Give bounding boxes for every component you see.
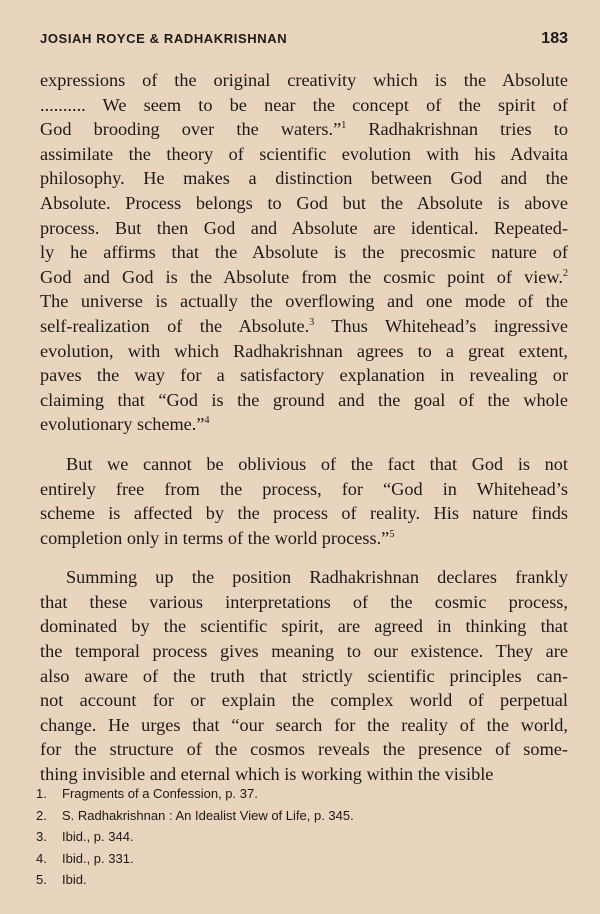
footnote	[36, 783, 556, 805]
text-line: God brooding over the waters.”$^1$ Radhakrishnan tries to	[40, 119, 568, 140]
text-line: The universe is actually the overflowing and one mode of the	[40, 291, 568, 312]
text-line: .......... We seem to be near the concept of the spirit of	[40, 94, 568, 115]
text-line: that these various interpretations of the cosmic process,	[40, 591, 568, 612]
paragraph	[40, 68, 568, 437]
text-line: thing invisible and eternal which is working within the visible	[40, 764, 494, 785]
text-line: change. He urges that “our search for the reality of the world,	[40, 714, 568, 735]
text-line: philosophy. He makes a distinction between God and the	[40, 168, 568, 189]
text-line: dominated by the scientific spirit, are agreed in thinking that	[40, 616, 568, 637]
paragraph	[40, 452, 568, 550]
text-line: Summing up the position Radhakrishnan declares frankly	[66, 567, 568, 588]
text-line: also aware of the truth that strictly scientific principles can-	[40, 665, 568, 686]
text-line: self-realization of the Absolute.$^3$ Thus Whitehead’s ingressive	[40, 315, 568, 336]
body-text	[40, 68, 568, 787]
page-header	[40, 30, 568, 48]
footnote-text: Fragments of a Confession, p. 37.	[62, 786, 258, 801]
footnote-text: Ibid., p. 331.	[62, 850, 134, 866]
text-line: evolution, with which Radhakrishnan agrees to a great extent,	[40, 340, 568, 361]
footnote-number: 1.	[36, 786, 47, 801]
text-line: evolutionary scheme.”$^4$	[40, 414, 210, 435]
footnote-text: S. Radhakrishnan : An Idealist View of Life, p. 345.	[62, 807, 354, 823]
text-line: ly he affirms that the Absolute is the precosmic nature of	[40, 242, 568, 263]
footnotes	[36, 783, 556, 891]
footnote	[36, 805, 556, 827]
footnote-ref: 5	[389, 528, 395, 540]
footnote-ref: 3	[309, 316, 315, 328]
text-line: process. But then God and Absolute are identical. Repeated-	[40, 217, 568, 238]
text-line: Absolute. Process belongs to God but the Absolute is above	[40, 192, 568, 213]
footnote-text: Ibid.	[62, 872, 87, 887]
running-head: JOSIAH ROYCE & RADHAKRISHNAN	[40, 31, 288, 46]
footnote-number: 4.	[36, 850, 47, 866]
text-line: not account for or explain the complex world of perpetual	[40, 690, 568, 711]
page-number: 183	[541, 30, 568, 47]
text-line: completion only in terms of the world process.”$^5$	[40, 527, 395, 548]
footnote-number: 2.	[36, 807, 47, 823]
footnote-text: Ibid., p. 344.	[62, 829, 134, 844]
text-line: claiming that “God is the ground and the goal of the whole	[40, 389, 568, 410]
text-line: scheme is affected by the process of reality. His nature finds	[40, 503, 568, 524]
footnote-ref: 2	[563, 267, 568, 279]
footnote	[36, 869, 556, 891]
footnote-ref: 1	[341, 120, 347, 132]
text-line: for the structure of the cosmos reveals the presence of some-	[40, 739, 568, 760]
text-line: expressions of the original creativity which is the Absolute	[40, 70, 568, 90]
footnote	[36, 848, 556, 870]
footnote	[36, 826, 556, 848]
paragraph	[40, 565, 568, 786]
text-line: the temporal process gives meaning to our existence. They are	[40, 641, 568, 662]
text-line: assimilate the theory of scientific evolution with his Advaita	[40, 143, 568, 164]
text-line: paves the way for a satisfactory explanation in revealing or	[40, 365, 568, 386]
text-line: God and God is the Absolute from the cosmic point of view.$^2$	[40, 266, 568, 287]
footnote-ref: 4	[204, 415, 210, 427]
footnote-number: 5.	[36, 872, 47, 887]
text-line: entirely free from the process, for “God in Whitehead’s	[40, 478, 568, 499]
footnote-number: 3.	[36, 829, 47, 844]
text-line: But we cannot be oblivious of the fact that God is not	[66, 453, 568, 474]
